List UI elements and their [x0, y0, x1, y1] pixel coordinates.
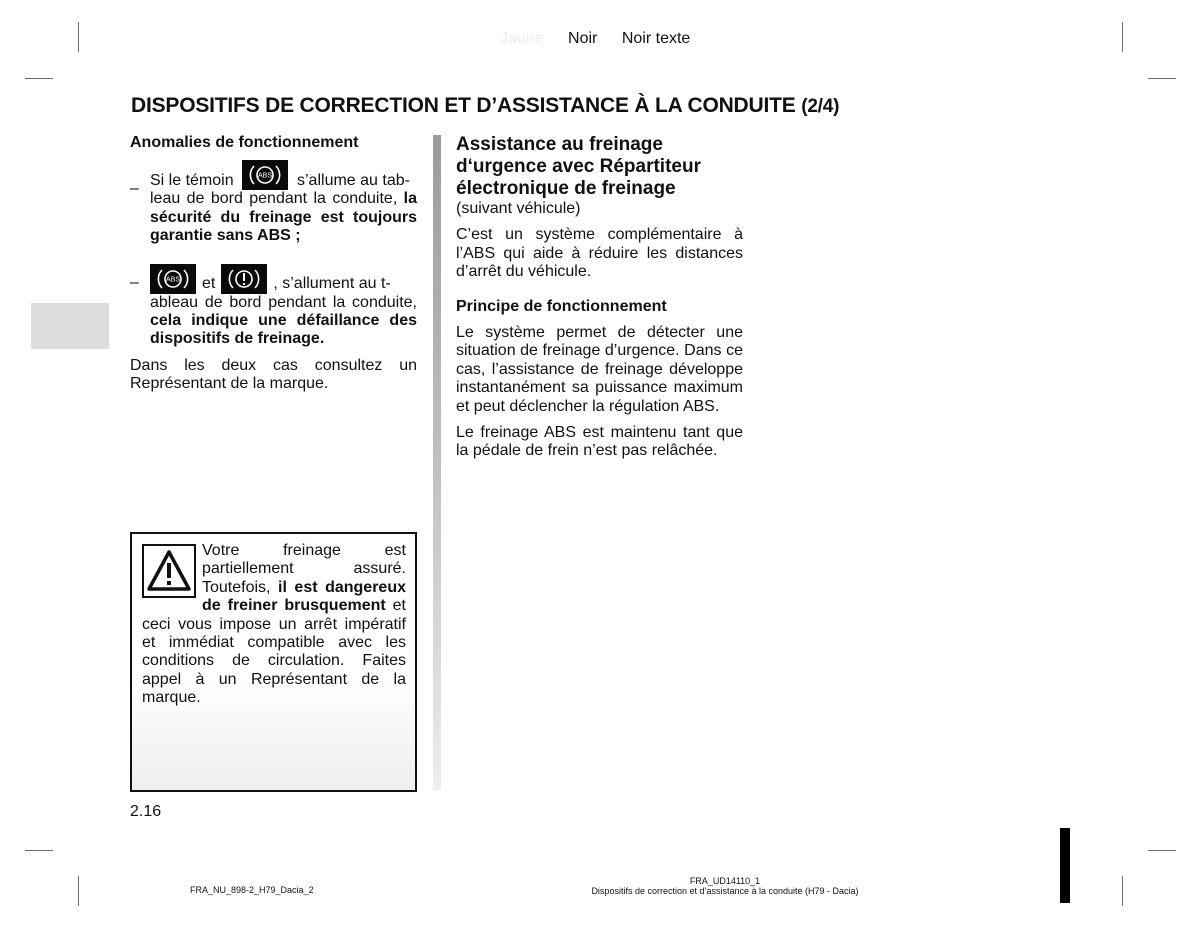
label-noir: Noir [568, 30, 598, 47]
crop-mark [1122, 22, 1123, 52]
warning-text-bold: il est dangereux de freiner brusquement [202, 578, 406, 615]
list-dash: – [130, 180, 139, 198]
list-item [130, 160, 417, 245]
left-closing: Dans les deux cas consultez un Représentant de la marque. [130, 356, 417, 393]
section-title: Assistance au freinage d‘urgence avec Répartiteur électronique de freinage [456, 134, 701, 199]
brake-failure-light-icon [221, 264, 267, 294]
abs-icon-text: ABS [258, 172, 273, 180]
item2-post-start: , s’allument au t- [273, 275, 391, 293]
abs-warning-light-icon [150, 264, 196, 294]
crop-mark [1148, 78, 1176, 79]
list-item-first-line [150, 264, 417, 294]
section-subtitle: (suivant véhicule) [456, 200, 581, 217]
item2-post: ableau de bord pendant la conduite, cela indique une défaillance des dispositifs de freinage. [150, 293, 417, 348]
footer-ref: FRA_UD14110_1 [689, 876, 761, 886]
item1-bold: la sécurité du freinage est toujours garantie sans ABS ; [150, 190, 417, 245]
section-para-3: Le freinage ABS est maintenu tant que la pédale de frein n’est pas relâchée. [456, 424, 743, 460]
section-para-2: Le système permet de détecter une situation de freinage d’urgence. Dans ce cas, l’assistance de freinage développe instantanément sa puissance maximum et peut déclencher la régulation ABS. [456, 324, 743, 415]
thumb-index-bar [1060, 828, 1070, 903]
footer-right [560, 876, 890, 896]
left-column [130, 134, 417, 394]
item1-post: leau de bord pendant la conduite, la sécurité du freinage est toujours garantie sans ABS ; [150, 190, 417, 245]
crop-mark [25, 850, 53, 851]
principle-heading: Principe de fonctionnement [456, 297, 667, 315]
list-item-first-line [150, 160, 417, 190]
page-number: 2.16 [130, 803, 162, 820]
color-labels [500, 30, 710, 48]
footer-caption: Dispositifs de correction et d’assistance à la conduite (H79 - Dacia) [591, 886, 859, 896]
page-title-main: DISPOSITIFS DE CORRECTION ET D’ASSISTANCE À LA CONDUITE [131, 94, 796, 117]
chapter-tab [31, 303, 109, 349]
item1-post-start: s’allume au tab- [297, 172, 410, 189]
section-para-1: C’est un système complémentaire à l’ABS qui aide à réduire les distances d’arrêt du véhicule. [456, 226, 743, 281]
warning-box [130, 532, 417, 792]
item2-and: et [202, 275, 216, 293]
crop-mark [1148, 850, 1176, 851]
abs-warning-light-icon [242, 160, 288, 190]
crop-mark [25, 78, 53, 79]
crop-mark [78, 22, 79, 52]
svg-text:ABS: ABS [165, 276, 181, 284]
warning-text-start: Votre freinage est partiellement assuré. Toutefois, [202, 542, 406, 596]
right-column [456, 134, 743, 461]
warning-text [142, 542, 406, 708]
label-jaune: Jaune [500, 30, 544, 47]
warning-text-end: et ceci vous impose un arrêt impératif et immédiat compatible avec les conditions de circulation. Faites appel à un Représentant de la marque. [142, 597, 406, 707]
crop-mark [1122, 876, 1123, 906]
crop-mark [78, 876, 79, 906]
page-title-part: (2/4) [801, 96, 840, 117]
item2-bold: cela indique une défaillance des dispositifs de freinage. [150, 312, 417, 348]
footer-left: FRA_NU_898-2_H79_Dacia_2 [190, 885, 314, 895]
column-divider [433, 135, 441, 790]
anomalies-heading: Anomalies de fonctionnement [130, 134, 359, 151]
item1-pre: Si le témoin [150, 172, 234, 189]
list-dash: – [130, 273, 139, 291]
list-item [130, 264, 417, 349]
page-title [131, 94, 839, 118]
label-noir-texte: Noir texte [621, 30, 691, 47]
